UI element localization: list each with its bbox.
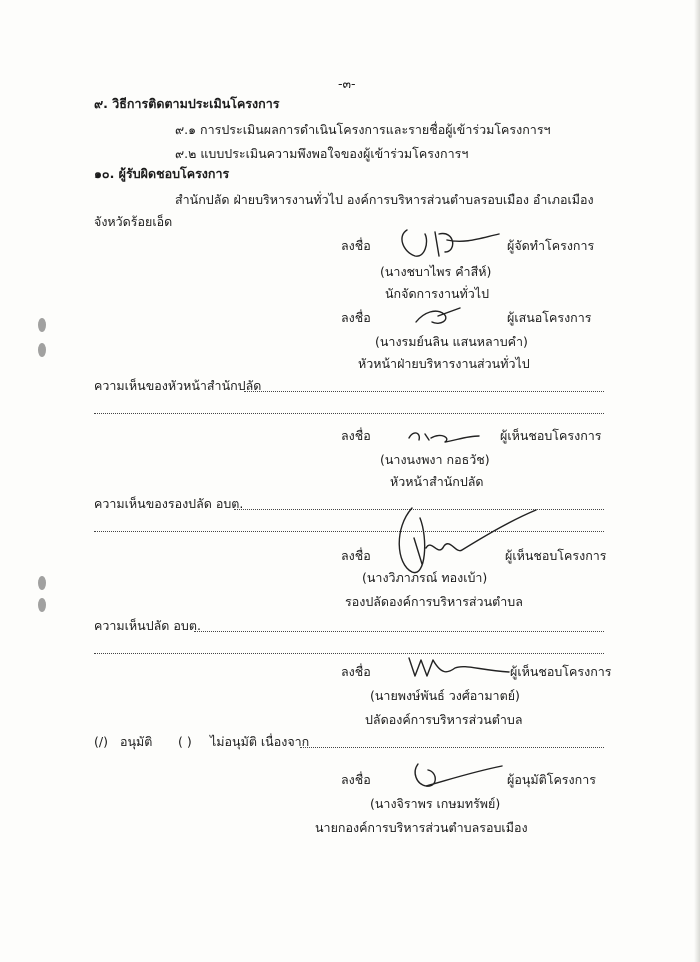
section9-heading: ๙. วิธีการติดตามประเมินโครงการ	[94, 96, 280, 111]
punch-hole-mark	[38, 318, 46, 332]
signer-position: นายกองค์การบริหารส่วนตำบลรอบเมือง	[315, 820, 528, 835]
signature-mark	[410, 302, 470, 332]
signature-mark	[392, 498, 542, 580]
sign-label: ลงชื่อ	[341, 664, 371, 679]
signer-role: ผู้อนุมัติโครงการ	[507, 772, 596, 787]
signer-role: ผู้เห็นชอบโครงการ	[505, 548, 607, 563]
section9-item: ๙.๑ การประเมินผลการดำเนินโครงการและรายชื่อผู้เข้าร่วมโครงการฯ	[175, 122, 551, 137]
approve-checkbox[interactable]: (/)	[94, 734, 108, 749]
opinion-line	[244, 391, 604, 392]
sign-label: ลงชื่อ	[341, 428, 371, 443]
sign-label: ลงชื่อ	[341, 310, 371, 325]
signer-position: หัวหน้าสำนักปลัด	[390, 474, 484, 489]
sign-label: ลงชื่อ	[341, 772, 371, 787]
signer-role: ผู้เห็นชอบโครงการ	[510, 664, 612, 679]
signature-mark	[395, 222, 505, 264]
opinion-label: ความเห็นของหัวหน้าสำนักปลัด	[94, 378, 262, 393]
signer-name: (นางรมย์นลิน แสนหลาบคำ)	[375, 334, 528, 349]
section9-item: ๙.๒ แบบประเมินความพึงพอใจของผู้เข้าร่วมโครงการฯ	[175, 146, 469, 161]
reason-line	[300, 747, 604, 748]
page-number: -๓-	[338, 76, 356, 91]
signature-mark	[405, 424, 485, 446]
signer-role: ผู้จัดทำโครงการ	[507, 238, 595, 253]
signer-position: นักจัดการงานทั่วไป	[385, 286, 490, 301]
punch-hole-mark	[38, 576, 46, 590]
responsible-line: จังหวัดร้อยเอ็ด	[94, 214, 173, 229]
opinion-label: ความเห็นของรองปลัด อบต.	[94, 496, 244, 511]
signer-role: ผู้เสนอโครงการ	[507, 310, 592, 325]
reject-label: ไม่อนุมัติ เนื่องจาก	[210, 734, 310, 749]
signer-name: (นางจิราพร เกษมทรัพย์)	[370, 796, 501, 811]
opinion-line	[194, 631, 604, 632]
signer-role: ผู้เห็นชอบโครงการ	[500, 428, 602, 443]
responsible-line: สำนักปลัด ฝ่ายบริหารงานทั่วไป องค์การบริหารส่วนตำบลรอบเมือง อำเภอเมือง	[175, 192, 594, 207]
signature-mark	[405, 650, 515, 680]
signature-mark	[408, 758, 508, 792]
approve-label: อนุมัติ	[120, 734, 153, 749]
reject-checkbox[interactable]: ( )	[178, 734, 192, 749]
section10-heading: ๑๐. ผู้รับผิดชอบโครงการ	[94, 166, 230, 181]
punch-hole-mark	[38, 343, 46, 357]
paper-edge-shadow	[694, 0, 700, 962]
sign-label: ลงชื่อ	[341, 548, 371, 563]
signer-name: (นางวิภาภรณ์ ทองเบ้า)	[362, 570, 488, 585]
sign-label: ลงชื่อ	[341, 238, 371, 253]
signer-name: (นางชบาไพร คำสีห์)	[380, 264, 492, 279]
signer-position: หัวหน้าฝ่ายบริหารงานส่วนทั่วไป	[358, 356, 530, 371]
signer-name: (นายพงษ์พันธ์ วงศ์อามาตย์)	[370, 688, 520, 703]
opinion-line	[94, 413, 604, 414]
signer-name: (นางนงพงา กอธวัช)	[380, 452, 490, 467]
signer-position: รองปลัดองค์การบริหารส่วนตำบล	[345, 594, 523, 609]
signer-position: ปลัดองค์การบริหารส่วนตำบล	[365, 712, 523, 727]
opinion-line	[94, 653, 604, 654]
opinion-label: ความเห็นปลัด อบต.	[94, 618, 201, 633]
punch-hole-mark	[38, 598, 46, 612]
